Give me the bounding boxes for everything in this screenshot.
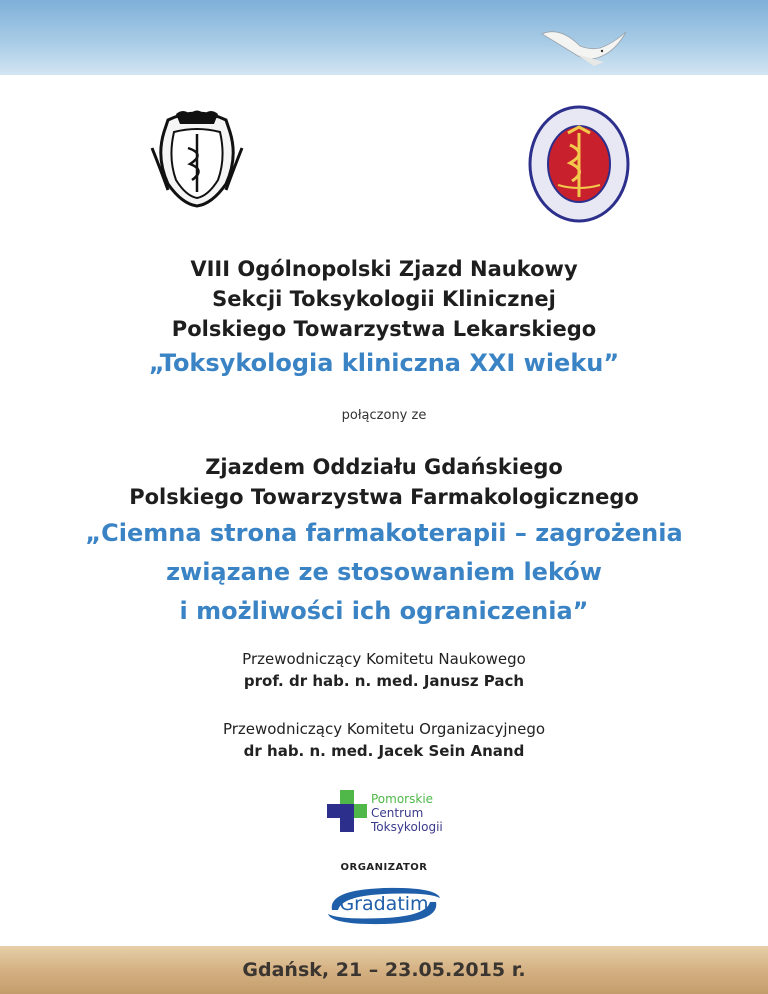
organizing-committee bbox=[0, 720, 768, 760]
pct-line-3: Toksykologii bbox=[371, 820, 443, 834]
sand-footer bbox=[0, 946, 768, 994]
second-event-heading bbox=[0, 452, 768, 631]
sky-banner bbox=[0, 0, 768, 75]
organizing-committee-role: Przewodniczący Komitetu Organizacyjnego bbox=[222, 720, 546, 738]
organizing-committee-chair: dr hab. n. med. Jacek Sein Anand bbox=[243, 742, 525, 760]
organizer-label: ORGANIZATOR bbox=[340, 862, 428, 873]
pct-line-2: Centrum bbox=[371, 806, 424, 820]
society-crest-emblem bbox=[148, 108, 246, 208]
second-line-2: Polskiego Towarzystwa Farmakologicznego bbox=[129, 485, 639, 509]
scientific-committee-role: Przewodniczący Komitetu Naukowego bbox=[242, 650, 526, 668]
conference-line-2: Sekcji Toksykologii Klinicznej bbox=[212, 287, 556, 311]
conference-heading bbox=[0, 254, 768, 382]
scientific-committee bbox=[0, 650, 768, 690]
pomorskie-centrum-text bbox=[371, 792, 443, 834]
joined-label: połączony ze bbox=[341, 408, 427, 423]
conference-line-3: Polskiego Towarzystwa Lekarskiego bbox=[171, 317, 597, 341]
pomorskie-centrum-logo bbox=[327, 790, 467, 838]
medical-cross-icon bbox=[327, 790, 367, 834]
conference-line-1: VIII Ogólnopolski Zjazd Naukowy bbox=[190, 257, 578, 281]
gradatim-logo bbox=[318, 884, 450, 928]
event-date-location: Gdańsk, 21 – 23.05.2015 r. bbox=[242, 959, 526, 981]
seagull-illustration bbox=[540, 20, 630, 75]
pct-line-1: Pomorskie bbox=[371, 792, 434, 806]
conference-title: „Toksykologia kliniczna XXI wieku” bbox=[148, 349, 620, 377]
university-seal-emblem bbox=[528, 105, 630, 223]
gradatim-wordmark: Gradatim bbox=[339, 893, 429, 915]
second-line-1: Zjazdem Oddziału Gdańskiego bbox=[205, 455, 563, 479]
second-title-line-1: „Ciemna strona farmakoterapii – zagrożenia bbox=[85, 519, 683, 547]
second-title-line-2: związane ze stosowaniem leków bbox=[166, 558, 602, 586]
scientific-committee-chair: prof. dr hab. n. med. Janusz Pach bbox=[243, 672, 525, 690]
second-title-line-3: i możliwości ich ograniczenia” bbox=[179, 597, 589, 625]
